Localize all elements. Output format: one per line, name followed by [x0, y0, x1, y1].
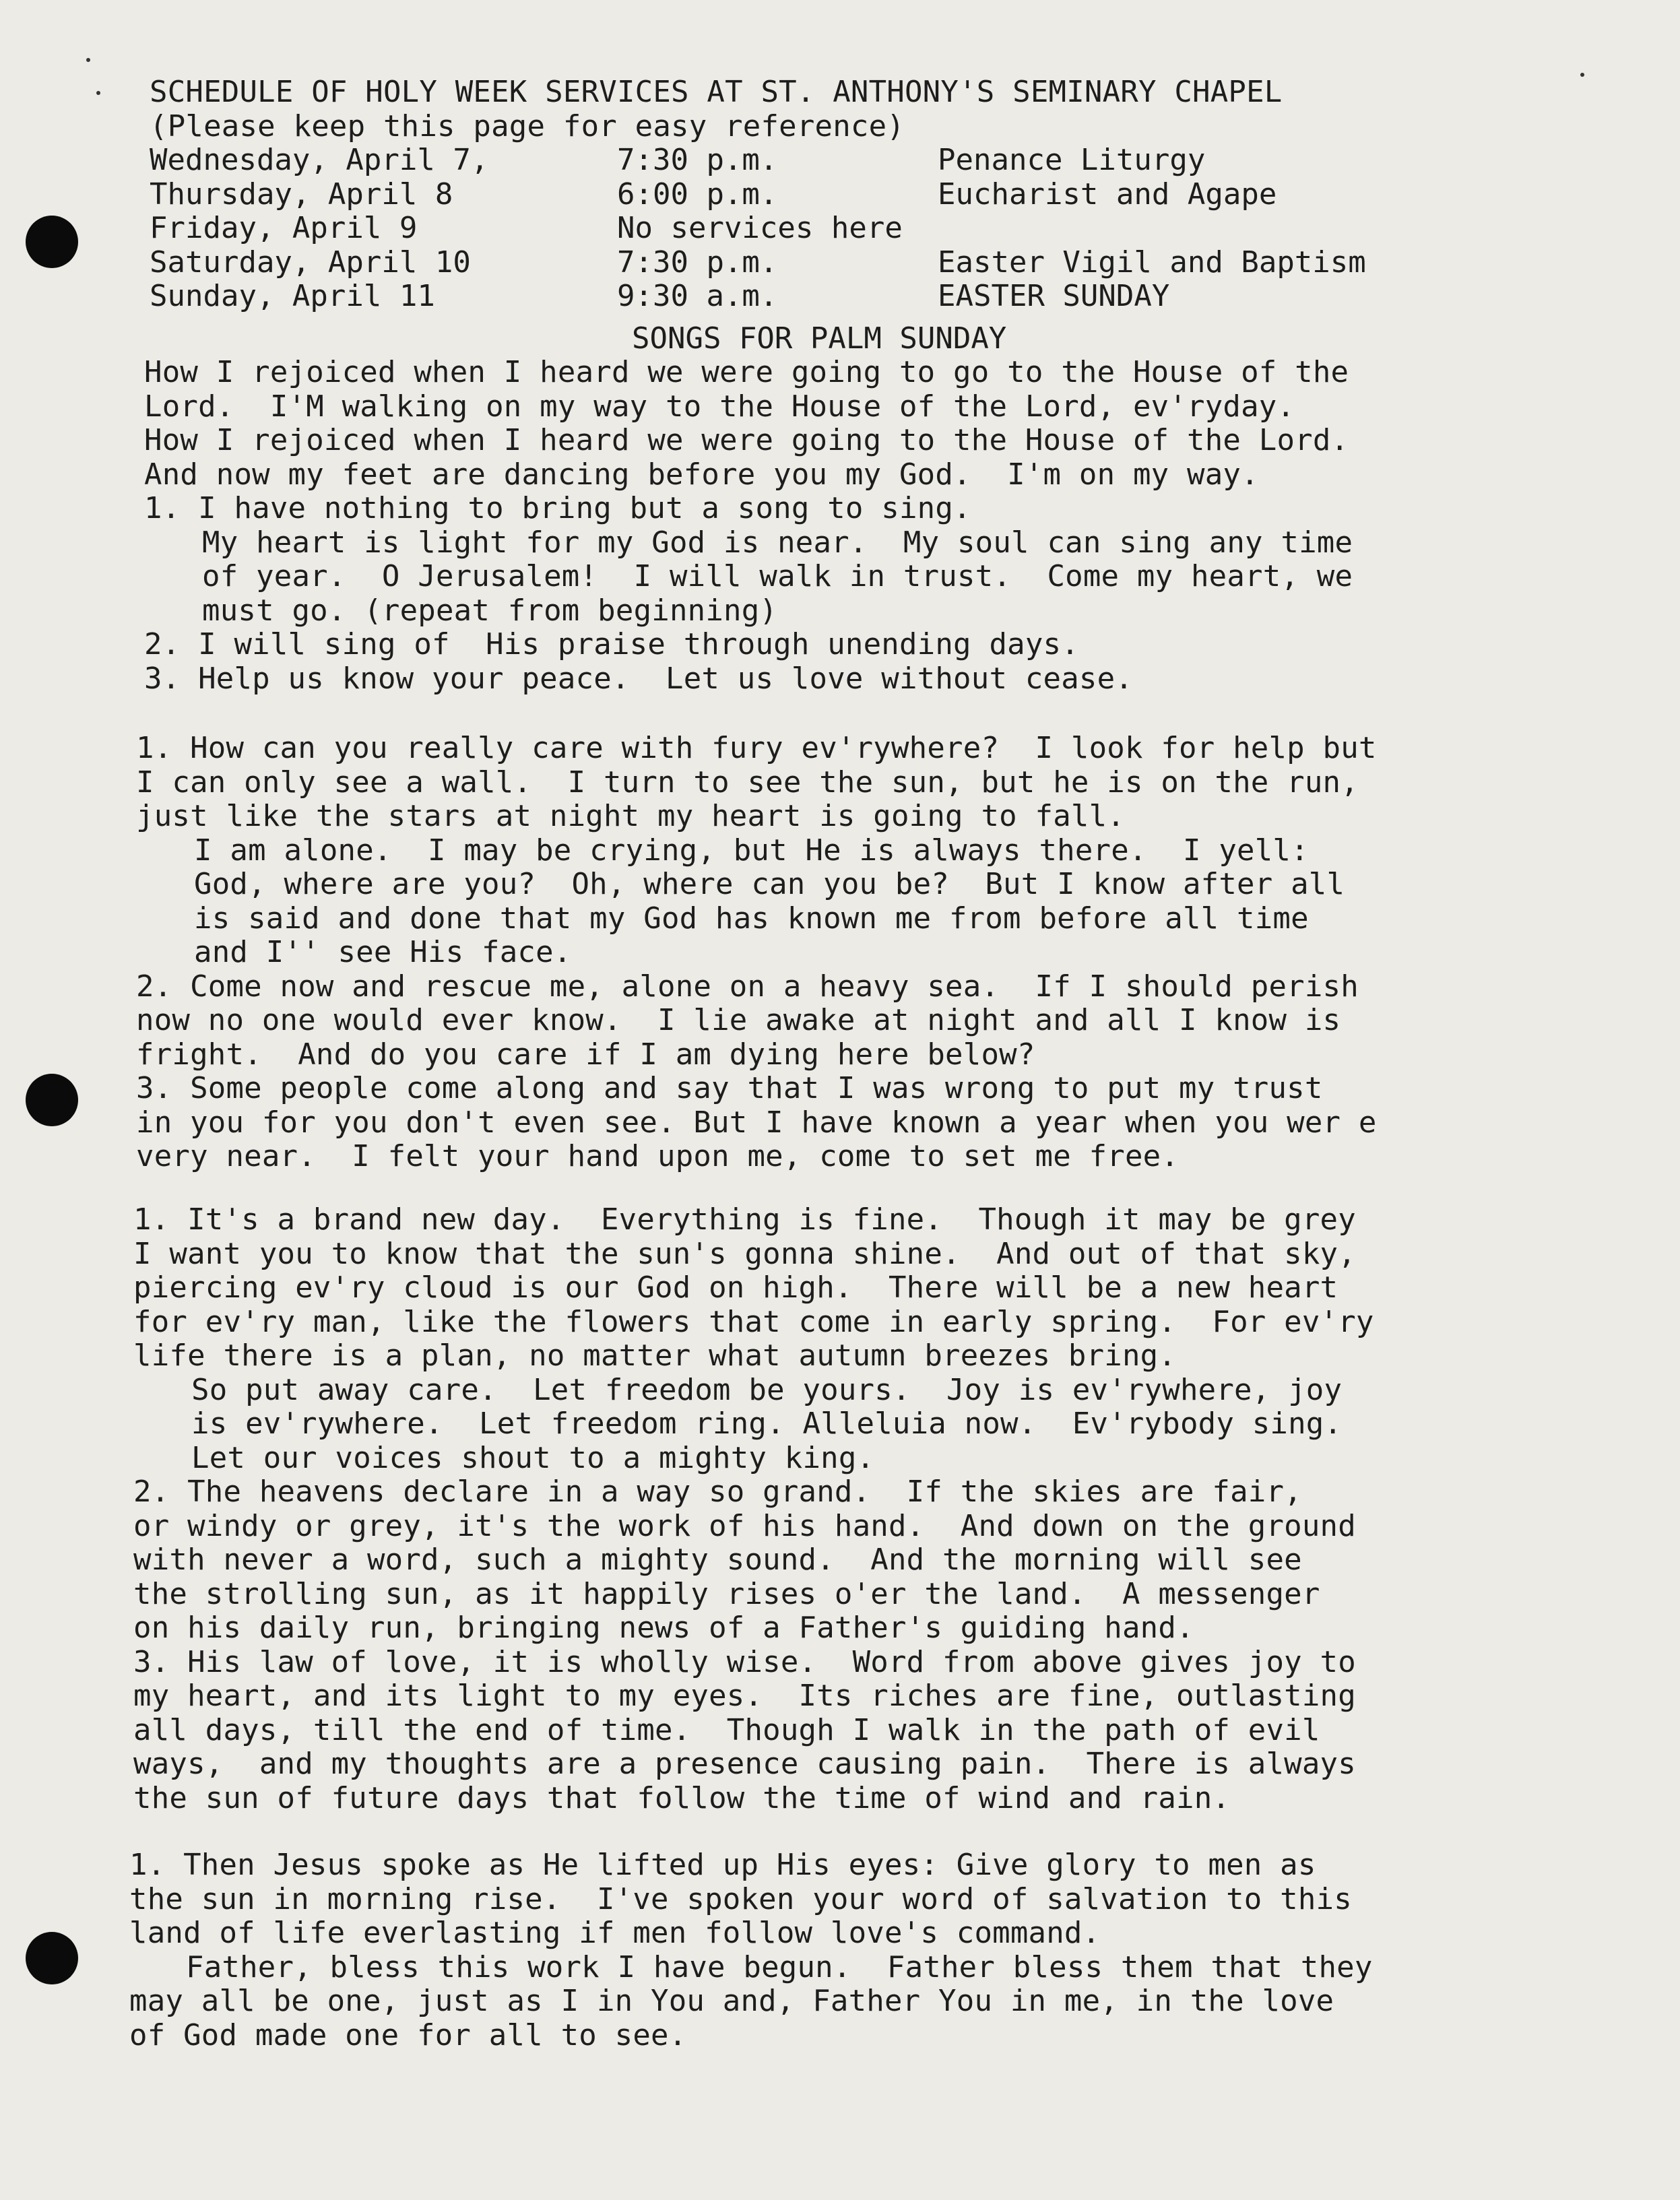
lyric-line: I can only see a wall. I turn to see the sun, but he is on the run, — [136, 765, 1359, 800]
lyric-line: in you for you don't even see. But I have known a year when you wer e — [136, 1105, 1377, 1140]
lyric-line: may all be one, just as I in You and, Father You in me, in the love — [129, 1984, 1334, 2018]
lyric-line: is ev'rywhere. Let freedom ring. Alleluia now. Ev'rybody sing. — [191, 1406, 1343, 1441]
lyric-line: How I rejoiced when I heard we were going to the House of the Lord. — [144, 423, 1349, 457]
schedule-row — [150, 212, 1564, 246]
schedule-event: EASTER SUNDAY — [938, 279, 1170, 313]
lyric-line: piercing ev'ry cloud is our God on high. There will be a new heart — [133, 1270, 1338, 1305]
lyric-line: and I'' see His face. — [194, 935, 572, 969]
lyric-line: 1. I have nothing to bring but a song to sing. — [144, 491, 971, 525]
lyric-line: I am alone. I may be crying, but He is always there. I yell: — [194, 833, 1309, 868]
schedule-section — [150, 75, 1564, 314]
lyric-line: Lord. I'M walking on my way to the House of the Lord, ev'ryday. — [144, 389, 1295, 424]
schedule-day: Thursday, April 8 — [150, 176, 453, 212]
lyric-line: with never a word, such a mighty sound. And the morning will see — [133, 1543, 1302, 1577]
schedule-day: Friday, April 9 — [150, 211, 418, 245]
punch-hole — [26, 1074, 78, 1126]
lyric-line: And now my feet are dancing before you my God. I'm on my way. — [144, 457, 1259, 492]
lyric-line: my heart, and its light to my eyes. Its riches are fine, outlasting — [133, 1679, 1356, 1713]
lyric-line: Let our voices shout to a mighty king. — [191, 1440, 875, 1475]
lyric-line: the sun in morning rise. I've spoken your word of salvation to this — [129, 1881, 1352, 1916]
song-3 — [133, 1203, 1582, 1815]
punch-hole — [26, 216, 78, 268]
ink-speck — [1580, 73, 1584, 77]
schedule-event: Easter Vigil and Baptism — [938, 245, 1366, 280]
lyric-line: So put away care. Let freedom be yours. Joy is ev'rywhere, joy — [191, 1372, 1343, 1407]
lyric-line: My heart is light for my God is near. My soul can sing any time — [202, 525, 1353, 560]
lyric-line: of year. O Jerusalem! I will walk in trust. Come my heart, we — [202, 559, 1353, 593]
lyric-line: 1. It's a brand new day. Everything is fine. Though it may be grey — [133, 1202, 1356, 1237]
lyric-line: 1. How can you really care with fury ev'rywhere? I look for help but — [136, 731, 1377, 765]
schedule-row — [150, 280, 1564, 314]
lyric-line: Father, bless this work I have begun. Father bless them that they — [186, 1949, 1373, 1984]
lyric-line: must go. (repeat from beginning) — [202, 593, 778, 628]
lyric-line: 2. I will sing of His praise through unending days. — [144, 627, 1079, 661]
ink-speck — [86, 58, 90, 62]
ink-speck — [96, 91, 100, 95]
lyric-line: 3. His law of love, it is wholly wise. Word from above gives joy to — [133, 1644, 1356, 1679]
lyric-line: for ev'ry man, like the flowers that come in early spring. For ev'ry — [133, 1304, 1374, 1339]
lyric-line: 2. The heavens declare in a way so grand. If the skies are fair, — [133, 1475, 1302, 1509]
lyric-line: all days, till the end of time. Though I walk in the path of evil — [133, 1712, 1320, 1747]
lyric-line: God, where are you? Oh, where can you be? But I know after all — [194, 867, 1345, 901]
lyric-line: or windy or grey, it's the work of his hand. And down on the ground — [133, 1508, 1356, 1543]
lyric-line: ways, and my thoughts are a presence causing pain. There is always — [133, 1747, 1356, 1781]
schedule-day: Saturday, April 10 — [150, 245, 471, 280]
lyric-line: fright. And do you care if I am dying here below? — [136, 1037, 1035, 1072]
song-1 — [144, 356, 1592, 696]
schedule-row — [150, 246, 1564, 280]
schedule-event: Eucharist and Agape — [938, 176, 1277, 212]
schedule-title: SCHEDULE OF HOLY WEEK SERVICES AT ST. ANTHONY'S SEMINARY CHAPEL — [150, 75, 1283, 109]
schedule-day: Wednesday, April 7, — [150, 143, 489, 177]
schedule-time: No services here — [617, 211, 903, 245]
song-4 — [129, 1848, 1578, 2052]
schedule-time: 7:30 p.m. — [617, 245, 778, 280]
lyric-line: the sun of future days that follow the time of wind and rain. — [133, 1780, 1231, 1815]
lyric-line: just like the stars at night my heart is going to fall. — [136, 799, 1125, 833]
songs-heading: SONGS FOR PALM SUNDAY — [632, 321, 1007, 356]
lyric-line: is said and done that my God has known me from before all time — [194, 901, 1309, 936]
schedule-time: 7:30 p.m. — [617, 143, 778, 177]
lyric-line: now no one would ever know. I lie awake at night and all I know is — [136, 1003, 1341, 1037]
lyric-line: 3. Help us know your peace. Let us love without cease. — [144, 661, 1133, 696]
schedule-row — [150, 143, 1564, 178]
schedule-row — [150, 178, 1564, 212]
lyric-line: very near. I felt your hand upon me, come to set me free. — [136, 1139, 1180, 1173]
schedule-event: Penance Liturgy — [938, 143, 1206, 177]
lyric-line: land of life everlasting if men follow love's command. — [129, 1916, 1101, 1950]
lyric-line: of God made one for all to see. — [129, 2017, 687, 2052]
song-2 — [136, 732, 1584, 1174]
lyric-line: How I rejoiced when I heard we were going to go to the House of the — [144, 355, 1349, 389]
lyric-line: life there is a plan, no matter what autumn breezes bring. — [133, 1338, 1177, 1373]
lyric-line: 1. Then Jesus spoke as He lifted up His eyes: Give glory to men as — [129, 1848, 1316, 1882]
lyric-line: 3. Some people come along and say that I was wrong to put my trust — [136, 1071, 1323, 1105]
lyric-line: the strolling sun, as it happily rises o'er the land. A messenger — [133, 1576, 1320, 1611]
schedule-note: (Please keep this page for easy reference) — [150, 108, 905, 143]
schedule-time: 9:30 a.m. — [617, 279, 778, 313]
schedule-day: Sunday, April 11 — [150, 279, 435, 313]
lyric-line: I want you to know that the sun's gonna shine. And out of that sky, — [133, 1236, 1356, 1271]
lyric-line: 2. Come now and rescue me, alone on a heavy sea. If I should perish — [136, 969, 1359, 1004]
lyric-line: on his daily run, bringing news of a Father's guiding hand. — [133, 1611, 1194, 1645]
schedule-time: 6:00 p.m. — [617, 176, 778, 212]
punch-hole — [26, 1932, 78, 1984]
